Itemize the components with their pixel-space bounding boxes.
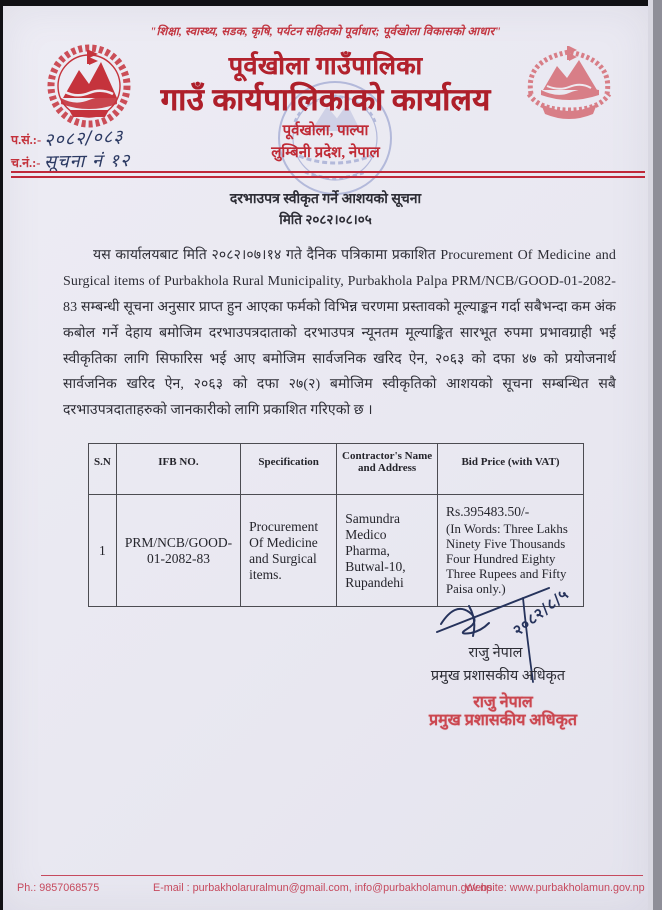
ref-number-label: प.सं.:- (11, 133, 42, 147)
ref-number-line (11, 126, 124, 150)
table-header-row (89, 444, 584, 495)
address-line-1: पूर्वखोला, पाल्पा (282, 123, 369, 139)
cell-contractor: Samundra Medico Pharma, Butwal-10, Rupandehi (337, 495, 438, 607)
ref-number-handwritten: २०८२/०८३ (43, 125, 125, 152)
bid-table (88, 443, 584, 607)
municipality-name: पूर्वखोला गाउँपालिका (228, 53, 423, 80)
col-header-sn: S.N (89, 444, 117, 495)
signatory-designation: प्रमुख प्रशासकीय अधिकृत (430, 668, 566, 684)
footer-separator-rule (41, 875, 643, 876)
footer-email: E-mail : purbakholaruralmun@gmail.com, info@purbakholamun.gov.np (153, 882, 493, 894)
col-header-ifb: IFB NO. (116, 444, 240, 495)
footer-website: Website: www.purbakholamun.gov.np (465, 882, 645, 894)
dispatch-number-handwritten: सूचना नं १२ (43, 150, 131, 173)
col-header-specification: Specification (241, 444, 337, 495)
bid-price-words: (In Words: Three Lakhs Ninety Five Thousands Four Hundred Eighty Three Rupees and Fifty Paisa only.) (445, 522, 568, 596)
notice-title: दरभाउपत्र स्वीकृत गर्ने आशयको सूचना (229, 192, 422, 207)
signature-handwritten-date: २०८२/८/५ (509, 584, 573, 640)
signatory-name: राजु नेपाल (468, 645, 523, 661)
dispatch-number-line (11, 149, 130, 173)
scanned-letter-page (3, 6, 648, 910)
bid-price-amount: Rs.395483.50/- (445, 504, 530, 519)
notice-body-paragraph: यस कार्यालयबाट मिति २०८२।०७।१४ गते दैनिक पत्रिकामा प्रकाशित Procurement Of Medicine and Surgical items of Purbakhola Rural Municipality, Purbakhola Palpa PRM/NCB/GOOD-01-2082-83 सम्बन्धी सूचना अनुसार प्राप्त हुन आएका फर्मको विभिन्न चरणमा प्रस्तावको मूल्याङ्कन गर्दा सबैभन्दा कम अंक कबोल गर्ने देहाय बमोजिम दरभाउपत्रदाताको दरभाउपत्र न्यूनतम मूल्याङ्कित सारभूत रुपमा प्रभावग्राही भई स्वीकृतिका लागि सिफारिस भई आए बमोजिम सार्वजनिक खरिद ऐन, २०६३ को दफा ४७ को प्रयोजनार्थ सार्वजनिक खरिद ऐन, २०६३ को दफा २७(२) बमोजिम स्वीकृतिको आशयको सूचना सम्बन्धित सबै दरभाउपत्रदाताहरुको जानकारीको लागि प्रकाशित गरिएको छ । (63, 248, 616, 419)
cell-sn: 1 (89, 495, 117, 607)
notice-date: मिति २०८२।०८।०५ (279, 212, 372, 227)
header-separator-rule (11, 171, 645, 178)
footer-phone: Ph.: 9857068575 (17, 882, 100, 894)
cell-specification: Procurement Of Medicine and Surgical items. (241, 495, 337, 607)
red-stamp-name: राजु नेपाल (473, 694, 533, 711)
col-header-contractor: Contractor's Name and Address (337, 444, 438, 495)
office-name: गाउँ कार्यपालिकाको कार्यालय (160, 82, 491, 117)
cell-ifb-no: PRM/NCB/GOOD-01-2082-83 (116, 495, 240, 607)
header-slogan: "शिक्षा, स्वास्थ्य, सडक, कृषि, पर्यटन सहितको पूर्वाधार; पूर्वखोला विकासको आधार" (149, 26, 502, 38)
dispatch-number-label: च.नं.:- (11, 156, 41, 170)
scan-edge-strip (648, 0, 662, 910)
address-line-2: लुम्बिनी प्रदेश, नेपाल (271, 145, 380, 161)
red-stamp-designation: प्रमुख प्रशासकीय अधिकृत (428, 712, 578, 729)
col-header-bid-price: Bid Price (with VAT) (437, 444, 583, 495)
